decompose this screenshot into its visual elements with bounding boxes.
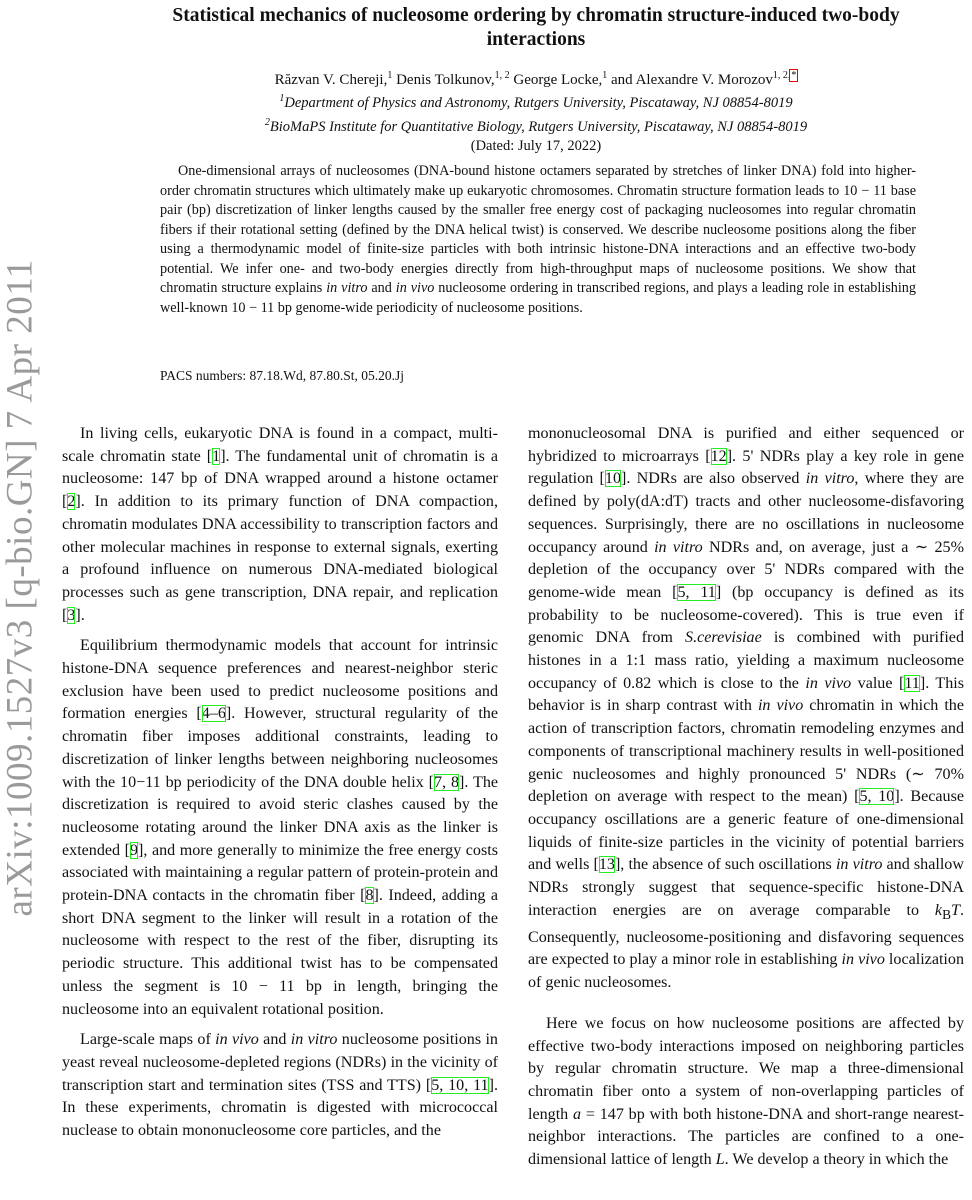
citation-group: [5, 11] [672,583,722,601]
text-run: mononucleosomal DNA is purified and either sequenced or hybridized to microarrays [528,425,964,465]
citation-group: [5, 10] [854,788,900,806]
author [396,72,510,88]
paper-title: Statistical mechanics of nucleosome ordering by chromatin structure-induced two-body interactions [172,5,900,50]
affiliation-number: 2 [264,116,270,128]
text-run: , and more generally to minimize the free energy costs associated with maintaining a regular pattern of protein-protein and protein-DNA contacts in the chromatin fiber [62,841,498,905]
text-run: . NDRs are also observed [626,470,806,488]
author [513,72,607,88]
affiliation-marker: 1 [602,70,608,81]
citation-link[interactable]: 3 [67,606,76,624]
italic-text: in vivo [215,1031,259,1049]
author-name: George Locke, [513,72,603,88]
citation-link[interactable]: 7, 8 [434,773,460,791]
text-run: . Consequently, nucleosome-positioning and disfavoring sequences are expected to play a minor role in establishing [528,901,964,969]
text-run: nucleosome positions in yeast reveal nucleosome-depleted regions (NDRs) in the vicinity of transcription start and termination sites (TSS and TTS) [62,1031,498,1094]
corresponding-author-link[interactable]: * [791,70,797,81]
affiliation-text: Department of Physics and Astronomy, Rutgers University, Piscataway, NJ 08854-8019 [284,94,793,111]
text-run: NDRs and, on average, just a ∼ 25% depletion of the occupancy over 5' NDRs compared with the genome-wide mean [528,538,965,601]
subscript-text: B [942,906,952,922]
affiliation-number: 1 [279,93,285,104]
citation-link[interactable]: 10 [604,470,621,488]
citation-group: [4–6] [196,705,232,723]
text-run: and [367,280,396,296]
italic-text: in vivo [757,697,804,715]
citation-link[interactable]: 11 [904,674,920,692]
italic-text: T [951,901,960,919]
italic-text: L [715,1151,725,1169]
italic-text: in vivo [395,280,435,296]
citation-group: [8] [360,887,379,905]
author-name: Răzvan V. Chereji, [274,72,388,88]
text-run: Large-scale maps of [80,1031,216,1049]
text-run: value [851,674,899,692]
pacs-numbers: PACS numbers: 87.18.Wd, 87.80.St, 05.20.Jj [160,368,405,383]
italic-text: in vitro [326,280,368,296]
italic-text: in vitro [290,1031,338,1049]
text-run: . 5' NDRs play a key role in gene regulation [528,447,964,488]
text-run: = 147 bp with both histone-DNA and short-range nearest-neighbor interactions. The particles are confined to a one-dimensional lattice of length [528,1105,965,1169]
text-run: localization of genic nucleosomes. [528,951,964,992]
citation-link[interactable]: 1 [212,447,221,465]
citation-link[interactable]: 8 [365,887,374,905]
text-run: (bp occupancy is defined as its probability to be nucleosome-covered). This is true even if genomic DNA from [528,583,964,647]
arxiv-identifier-stamp: arXiv:1009.1527v3 [q-bio.GN] 7 Apr 2011 [0,259,41,917]
paper-header [100,4,972,156]
text-run: . In these experiments, chromatin is digested with micrococcal nuclease to obtain mononucleosome core particles, and the [62,1076,498,1140]
paragraph [62,423,498,627]
citation-group: [11] [898,674,926,692]
citation-group: [10] [599,470,627,488]
italic-text: in vivo [841,951,885,969]
text-run: . [80,606,85,624]
italic-text: k [934,901,943,919]
citation-group: [2] [62,493,81,511]
affiliation-marker: 1 [387,70,393,81]
affiliation-text: BioMaPS Institute for Quantitative Biology, Rutgers University, Piscataway, NJ 08854-8019 [269,118,808,135]
citation-link[interactable]: 13 [598,856,615,874]
citation-group: [3] [62,606,81,624]
citation-group: [9] [124,841,144,859]
citation-group: [13] [593,856,621,874]
citation-link[interactable]: 4–6 [201,705,226,723]
text-run: chromatin in which the action of transcription factors, chromatin remodeling enzymes and components of transcriptional machinery results in well-positioned genic nucleosomes and highly pronounced 5' NDRs (∼ 70% depletion on average with respect to the mean) [528,697,964,806]
paragraph [528,1013,964,1172]
citation-link[interactable]: 5, 11 [677,583,716,601]
author-name: Denis Tolkunov, [396,72,495,88]
author [611,72,797,88]
author-name: and Alexandre V. Morozov [611,72,773,88]
affiliation-marker: 1, 2, [772,70,791,81]
left-column [62,423,498,1151]
citation-group: [1] [206,447,226,465]
text-run: , the absence of such oscillations [620,856,836,874]
text-run: and [258,1031,291,1049]
text-run: . However, structural regularity of the chromatin fiber imposes additional constraints, leading to discretization of linker lengths between neighboring nucleosomes with the 10−11 bp periodicity of the DNA double helix [62,705,498,791]
affiliation [100,113,972,137]
citation-group: [5, 10, 11] [425,1076,494,1094]
italic-text: in vitro [835,856,883,874]
text-run: and shallow NDRs strongly suggest that sequence-specific histone-DNA interaction energies are on average comparable to [528,856,964,919]
text-run: Equilibrium thermodynamic models that account for intrinsic histone-DNA sequence preferences and nearest-neighbor steric exclusion have been used to predict nucleosome positions and formation energies [62,637,498,723]
italic-text: S.cerevisiae [685,629,762,647]
text-run: . We develop a theory in which the [724,1151,949,1169]
citation-link[interactable]: 2 [67,493,76,511]
citation-group: [12] [705,447,733,465]
paragraph [62,1029,498,1143]
citation-link[interactable]: 9 [129,841,139,859]
affiliation-marker: 1, 2 [494,70,510,81]
paragraph [62,635,498,1021]
text-run: . This behavior is in sharp contrast with [528,674,964,715]
affiliation [100,89,972,113]
text-run: One-dimensional arrays of nucleosomes (DNA-bound histone octamers separated by stretches of linker DNA) fold into higher-order chromatin structures which ultimately make up eukaryotic chromosomes. Chromatin structure formation leads to 10 − 11 base pair (bp) discretization of linker lengths caused by the smaller free energy cost of packaging nucleosomes into regular chromatin fibers if their rotational setting (defined by the DNA helical twist) is conserved. We describe nucleosome positions along the fiber using a thermodynamic model of finite-size particles with both intrinsic histone-DNA interactions and an effective two-body potential. We infer one- and two-body energies directly from high-throughput maps of nucleosome positions. We show that chromatin structure explains [160,163,916,296]
text-run: . The fundamental unit of chromatin is a nucleosome: 147 bp of DNA wrapped around a histone octamer [62,447,498,488]
author-list [100,70,972,89]
date-line: (Dated: July 17, 2022) [470,137,602,154]
text-run: In living cells, eukaryotic DNA is found in a compact, multi-scale chromatin state [62,425,498,465]
citation-link[interactable]: 5, 10, 11 [431,1076,489,1094]
citation-link[interactable]: 12 [710,447,727,465]
text-run: . Indeed, adding a short DNA segment to the linker will result in a rotation of the nucleosome with respect to the rest of the fiber, disrupting its periodic structure. This additional twist has to be compensated unless the segment is 10 − 11 bp in length, bringing the nucleosome into an equivalent rotational position. [62,887,498,1018]
right-column [528,423,964,1180]
text-run: . Because occupancy oscillations are a generic feature of one-dimensional liquids of finite-size particles in the vicinity of potential barriers and wells [528,788,964,874]
text-run: nucleosome ordering in transcribed regions, and plays a leading role in establishing well-known 10 − 11 bp genome-wide periodicity of nucleosome positions. [160,280,916,316]
abstract [160,162,916,318]
italic-text: in vivo [805,674,852,692]
text-run: . In addition to its primary function of DNA compaction, chromatin modulates DNA accessibility to transcription factors and other molecular machines in response to external signals, exerting a profound influence on numerous DNA-mediated biological processes such as gene transcription, DNA repair, and replication [62,493,498,601]
author [275,72,393,88]
citation-link[interactable]: 5, 10 [859,788,895,806]
paragraph [528,423,964,995]
text-run: is combined with purified histones in a 1:1 mass ratio, yielding a maximum nucleosome occupancy of 0.82 which is close to the [528,629,964,692]
text-run: Here we focus on how nucleosome positions are affected by effective two-body interactions imposed on neighboring particles by regular chromatin structure. We map a three-dimensional chromatin fiber onto a system of non-overlapping particles of length [528,1014,964,1123]
citation-group: [7, 8] [428,773,465,791]
text-run: , where they are defined by poly(dA:dT) tracts and other nucleosome-disfavoring sequences. Surprisingly, there are no oscillations in nucleosome occupancy around [528,470,964,556]
italic-text: a [573,1105,582,1123]
italic-text: in vitro [805,470,855,488]
text-run: . The discretization is required to avoid steric clashes caused by the nucleosome rotating around the linker DNA axis as the linker is extended [62,773,499,859]
italic-text: in vitro [654,538,703,556]
